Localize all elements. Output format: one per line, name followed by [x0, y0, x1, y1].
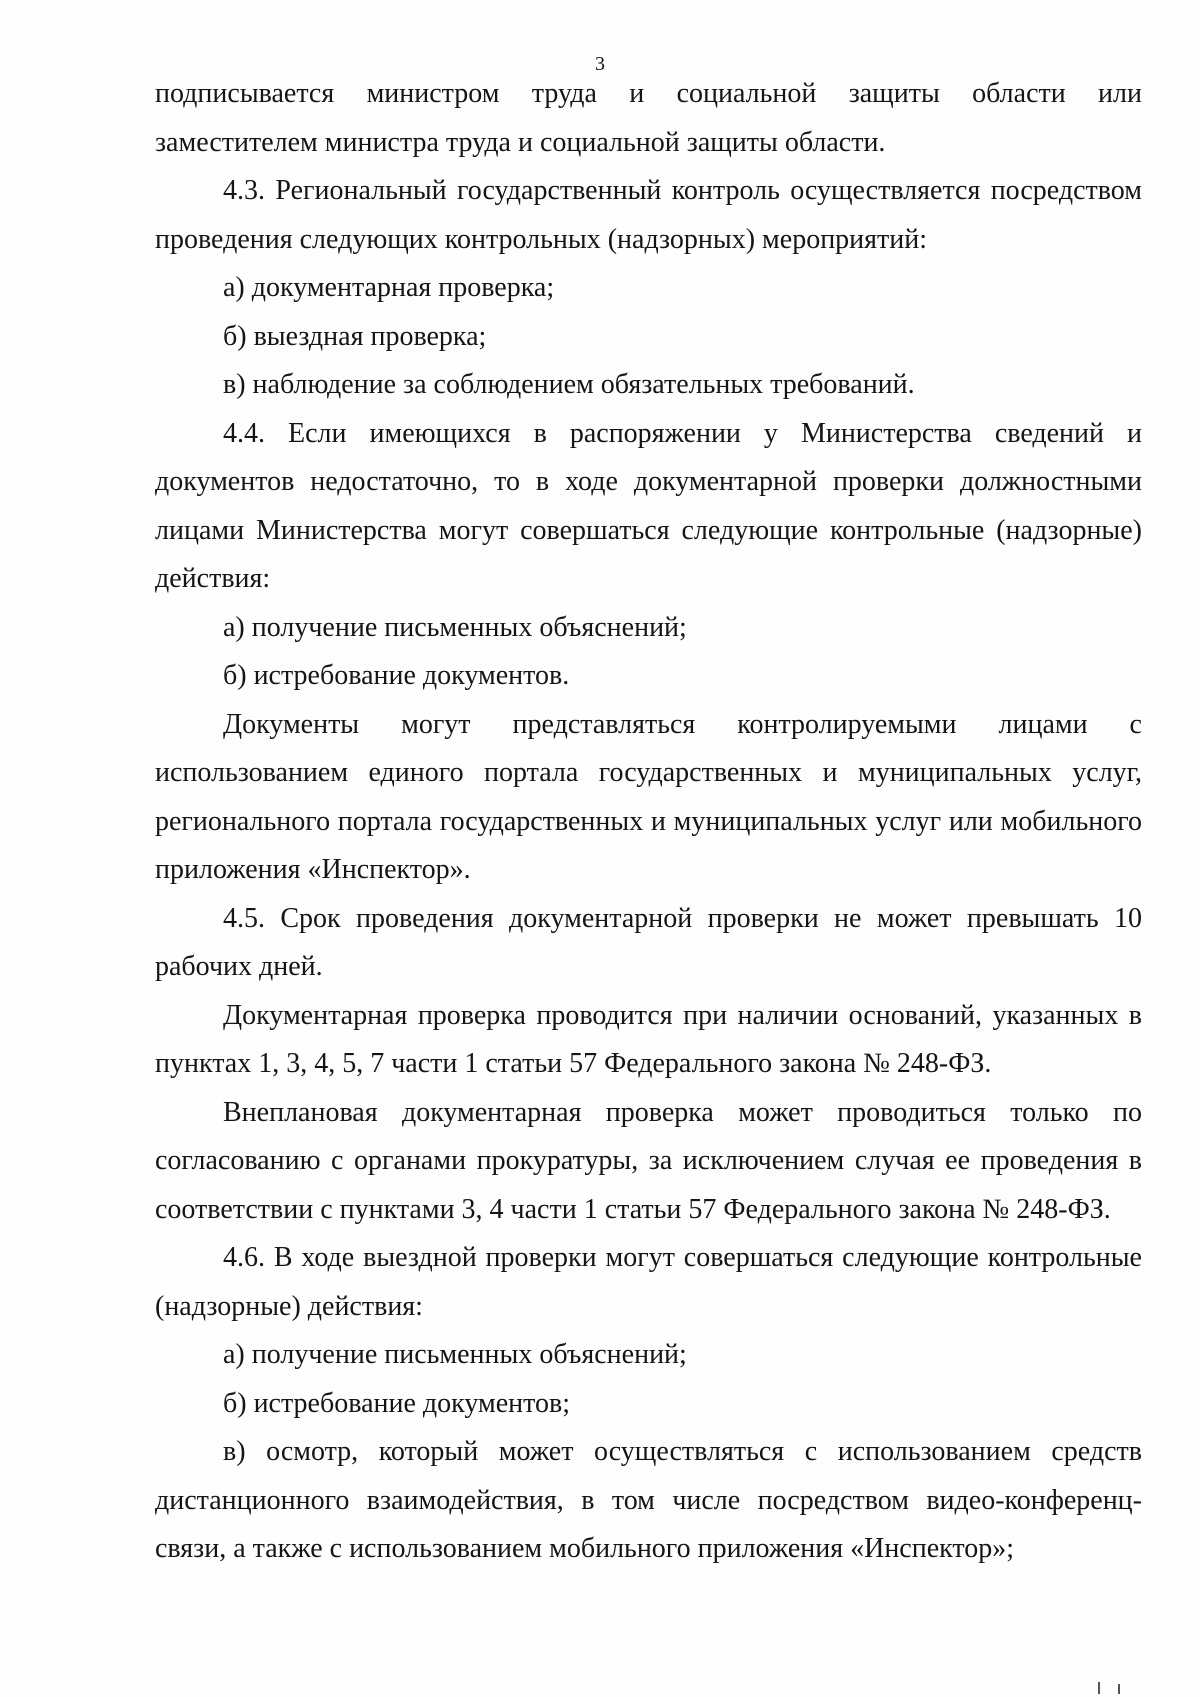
paragraph-p2: 4.3. Региональный государственный контроль осуществляется посредством проведения следующих контрольных (надзорных) мероприятий:	[155, 175, 1142, 255]
paragraph-p15: б) истребование документов;	[223, 1387, 570, 1419]
paragraph-p1-l1: подписывается министром труда и социальной защиты области или	[155, 78, 1142, 109]
document-body	[155, 70, 1142, 1574]
paragraph-p9: Документы могут представляться контролируемыми лицами с использованием единого портала государственных и муниципальных услуг, регионального портала государственных и муниципальных услуг или мобильного приложения «Инспектор».	[155, 708, 1142, 885]
paragraph-p14: а) получение письменных объяснений;	[223, 1339, 687, 1370]
paragraph-p4: б) выездная проверка;	[223, 320, 487, 352]
scan-artifact	[1098, 1682, 1100, 1694]
paragraph-p16: в) осмотр, который может осуществляться с использованием средств дистанционного взаимодействия, в том числе посредством видео-конференц-связи, а также с использованием мобильного приложения «Инспектор»;	[155, 1436, 1142, 1564]
paragraph-p12: Внеплановая документарная проверка может проводиться только по согласованию с органами прокуратуры, за исключением случая ее проведения в соответствии с пунктами 3, 4 части 1 статьи 57 Федерального закона № 248-ФЗ.	[155, 1096, 1142, 1225]
paragraph-p11: Документарная проверка проводится при наличии оснований, указанных в пунктах 1, 3, 4, 5, 7 части 1 статьи 57 Федерального закона № 248-ФЗ.	[155, 999, 1142, 1079]
paragraph-p8: б) истребование документов.	[223, 660, 570, 691]
scan-artifact	[1118, 1684, 1120, 1694]
paragraph-p13: 4.6. В ходе выездной проверки могут совершаться следующие контрольные (надзорные) действия:	[155, 1242, 1142, 1322]
paragraph-p10: 4.5. Срок проведения документарной проверки не может превышать 10 рабочих дней.	[155, 902, 1142, 982]
paragraph-p5: в) наблюдение за соблюдением обязательных требований.	[223, 369, 915, 400]
paragraph-p3: а) документарная проверка;	[223, 272, 555, 303]
paragraph-p6: 4.4. Если имеющихся в распоряжении у Министерства сведений и документов недостаточно, то в ходе документарной проверки должностными лицами Министерства могут совершаться следующие контрольные (надзорные) действия:	[155, 417, 1142, 594]
page-number: 3	[595, 53, 605, 75]
paragraph-p7: а) получение письменных объяснений;	[223, 611, 687, 643]
paragraph-p1-l2: заместителем министра труда и социальной защиты области.	[155, 126, 886, 158]
